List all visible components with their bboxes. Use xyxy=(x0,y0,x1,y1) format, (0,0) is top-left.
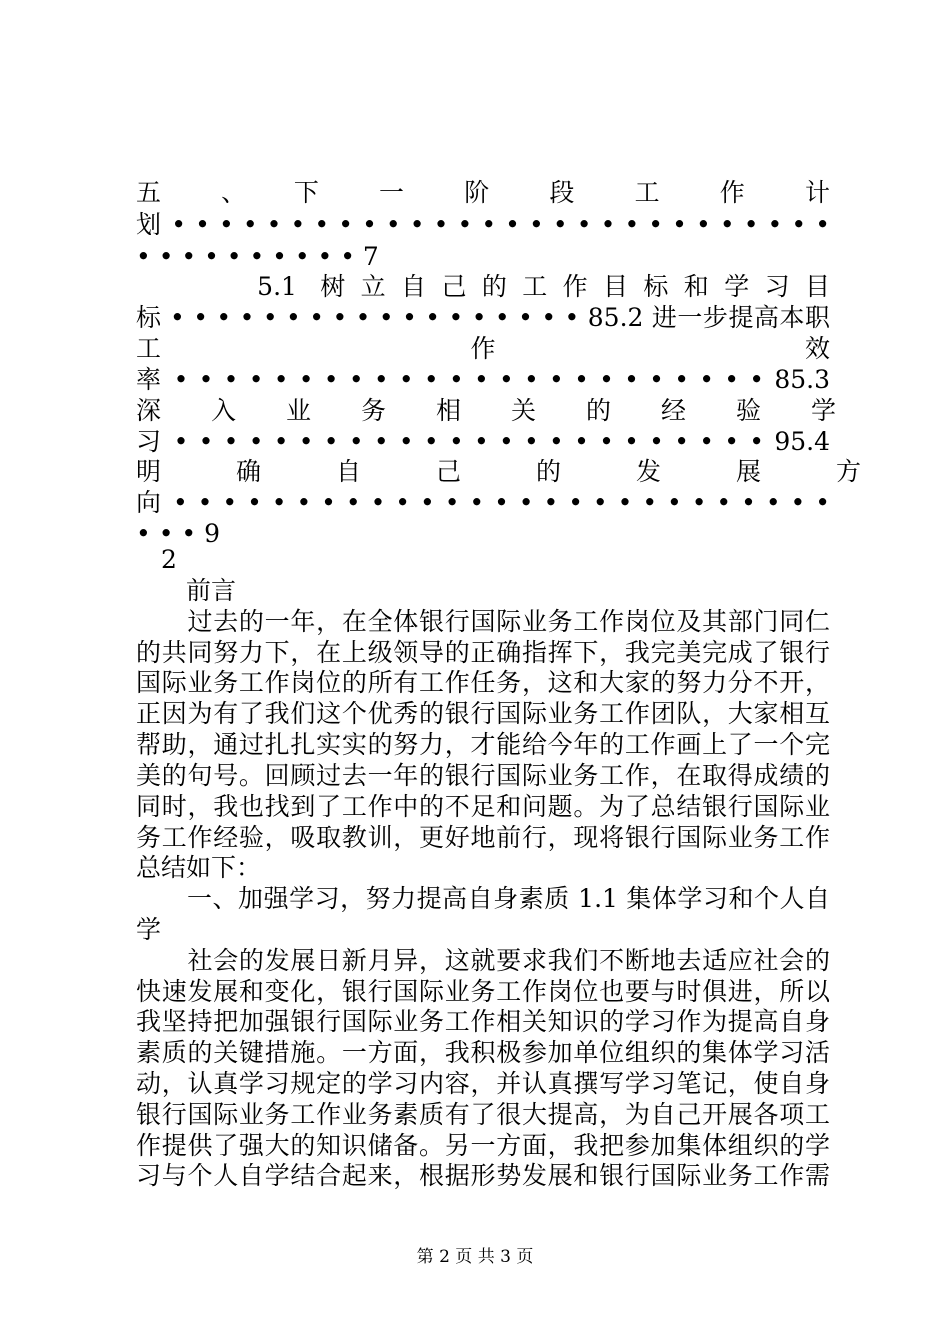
toc-line: • • • • • • • • • • 7 xyxy=(136,242,379,271)
body-line: 动，认真学习规定的学习内容，并认真撰写学习笔记，使自身 xyxy=(136,1069,830,1098)
toc-line: 率 • • • • • • • • • • • • • • • • • • • • • • • • 85.3 xyxy=(136,365,830,394)
toc-line: 向 • • • • • • • • • • • • • • • • • • • • • • • • • • • xyxy=(136,488,830,517)
toc-line: 工 作 效 xyxy=(136,334,830,363)
toc-line: 五 、 下 一 阶 段 工 作 计 xyxy=(136,178,830,207)
toc-line: 明 确 自 己 的 发 展 方 xyxy=(136,457,862,486)
body-line: 过去的一年，在全体银行国际业务工作岗位及其部门同仁 xyxy=(136,607,830,636)
toc-line: 标 • • • • • • • • • • • • • • • • • • 85.2 进一步提高本职 xyxy=(136,303,830,332)
body-line: 国际业务工作岗位的所有工作任务，这和大家的努力分不开， xyxy=(136,668,830,697)
body-line: 同时，我也找到了工作中的不足和问题。为了总结银行国际业 xyxy=(136,792,830,821)
body-line: 我坚持把加强银行国际业务工作相关知识的学习作为提高自身 xyxy=(136,1007,830,1036)
body-line: 社会的发展日新月异，这就要求我们不断地去适应社会的 xyxy=(136,946,830,975)
body-line: 银行国际业务工作业务素质有了很大提高，为自己开展各项工 xyxy=(136,1100,830,1129)
toc-line: 5.1 树立自己的工作目标和学习目 xyxy=(136,272,830,301)
body-line: 总结如下： xyxy=(136,853,262,882)
body-line: 素质的关键措施。一方面，我积极参加单位组织的集体学习活 xyxy=(136,1038,830,1067)
body-line: 帮助，通过扎扎实实的努力，才能给今年的工作画上了一个完 xyxy=(136,730,830,759)
page-number-inline: 2 xyxy=(136,545,177,574)
body-line: 快速发展和变化，银行国际业务工作岗位也要与时俱进，所以 xyxy=(136,977,830,1006)
preface-title: 前言 xyxy=(136,576,237,605)
toc-line: 划 • • • • • • • • • • • • • • • • • • • • • • • • • • • • xyxy=(136,210,830,239)
body-line: 务工作经验，吸取教训，更好地前行，现将银行国际业务工作 xyxy=(136,823,830,852)
body-line: 正因为有了我们这个优秀的银行国际业务工作团队，大家相互 xyxy=(136,699,830,728)
toc-line: • • • 9 xyxy=(136,519,220,548)
toc-line: 深 入 业 务 相 关 的 经 验 学 xyxy=(136,396,837,425)
page-footer: 第 2 页 共 3 页 xyxy=(416,1247,534,1267)
body-line: 作提供了强大的知识储备。另一方面，我把参加集体组织的学 xyxy=(136,1131,830,1160)
body-line: 美的句号。回顾过去一年的银行国际业务工作，在取得成绩的 xyxy=(136,761,830,790)
section-heading: 学 xyxy=(136,915,162,944)
body-line: 习与个人自学结合起来，根据形势发展和银行国际业务工作需 xyxy=(136,1161,830,1190)
toc-line: 习 • • • • • • • • • • • • • • • • • • • • • • • • 95.4 xyxy=(136,427,830,456)
section-heading: 一、加强学习，努力提高自身素质 1.1 集体学习和个人自 xyxy=(136,884,830,913)
body-line: 的共同努力下，在上级领导的正确指挥下，我完美完成了银行 xyxy=(136,638,830,667)
